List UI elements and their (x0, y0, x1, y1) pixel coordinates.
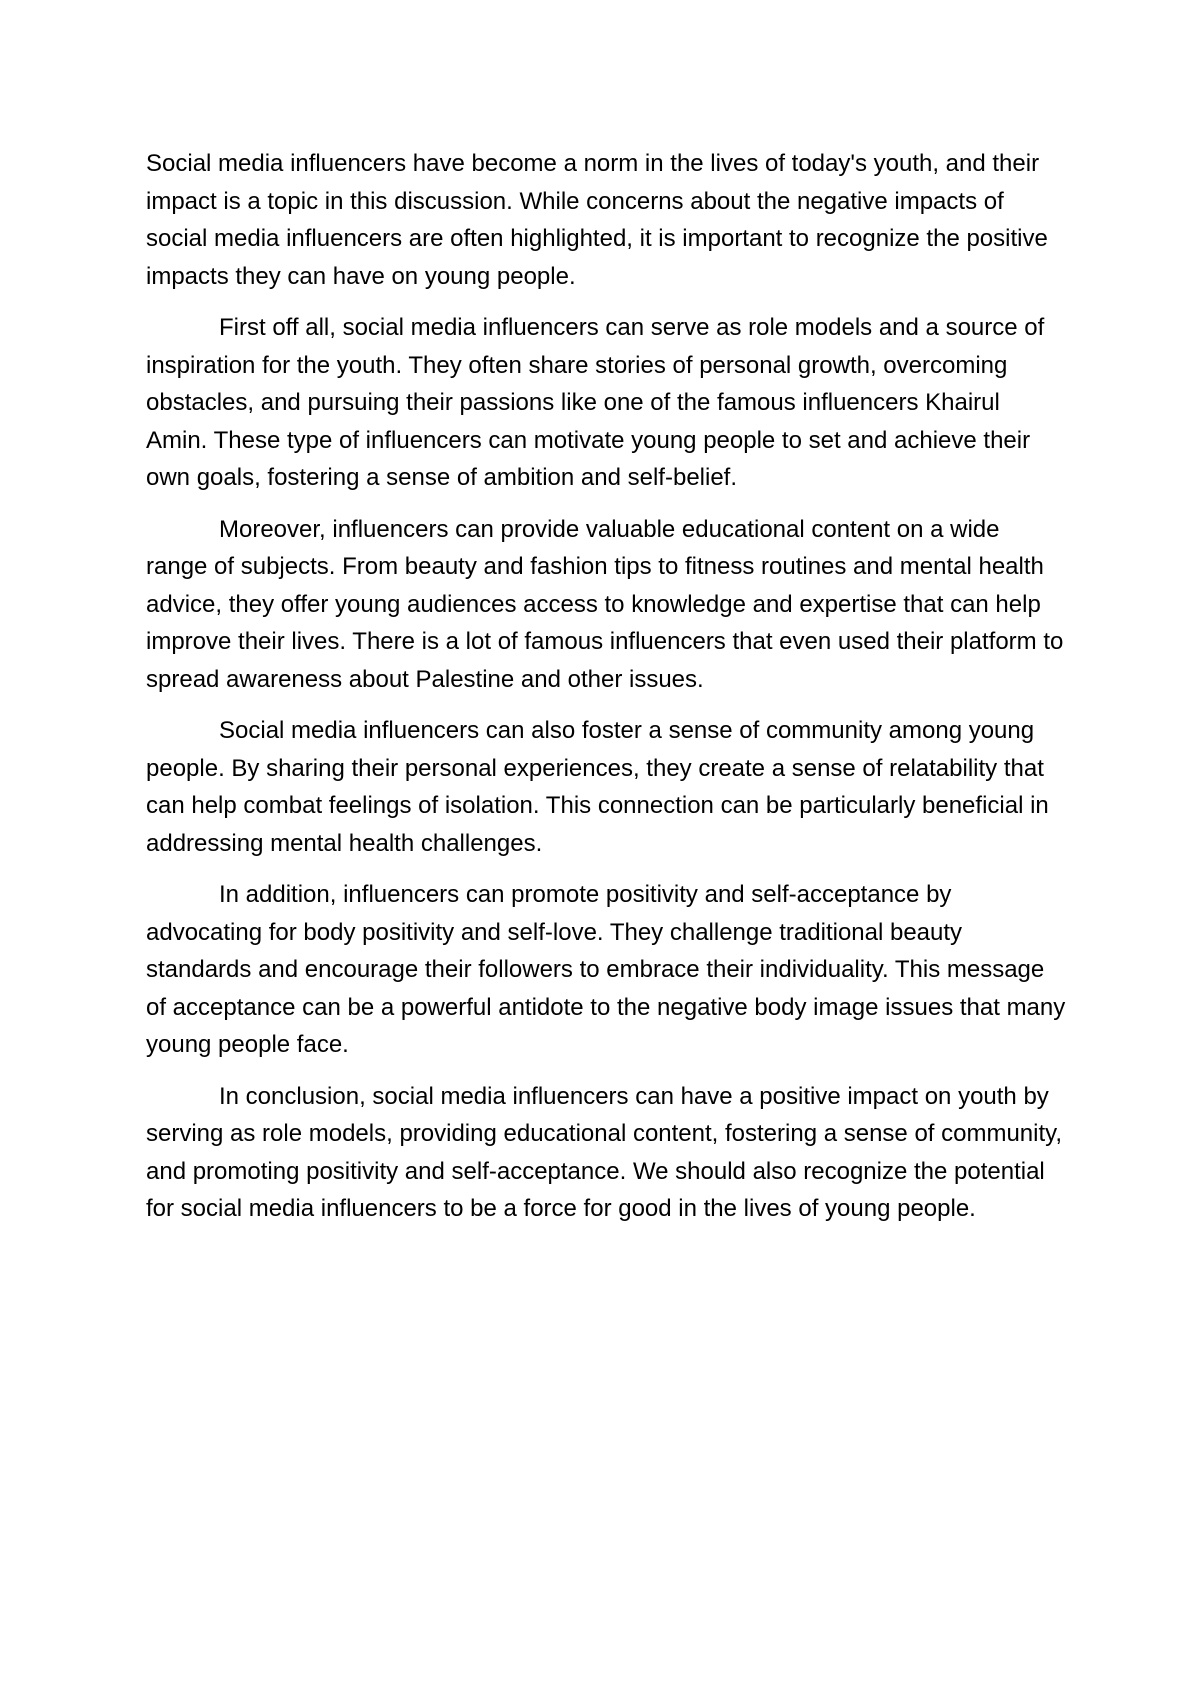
paragraph-community: Social media influencers can also foster a sense of community among young people. By sharing their personal experiences, they create a sense of relatability that can help combat feelings of isolation. This connection can be particularly beneficial in addressing mental health challenges. (146, 717, 1049, 857)
paragraph-conclusion: In conclusion, social media influencers can have a positive impact on youth by serving as role models, providing educational content, fostering a sense of community, and promoting positivity and self-acceptance. We should also recognize the potential for social media influencers to be a force for good in the lives of young people. (146, 1082, 1063, 1222)
paragraph-introduction: Social media influencers have become a norm in the lives of today's youth, and their impact is a topic in this discussion. While concerns about the negative impacts of social media influencers are often highlighted, it is important to recognize the positive impacts they can have on young people. (146, 150, 1048, 290)
essay-body (146, 145, 1066, 1242)
paragraph-educational-content: Moreover, influencers can provide valuable educational content on a wide range of subjects. From beauty and fashion tips to fitness routines and mental health advice, they offer young audiences access to knowledge and expertise that can help improve their lives. There is a lot of famous influencers that even used their platform to spread awareness about Palestine and other issues. (146, 515, 1064, 693)
paragraph-role-models: First off all, social media influencers can serve as role models and a source of inspiration for the youth. They often share stories of personal growth, overcoming obstacles, and pursuing their passions like one of the famous influencers Khairul Amin. These type of influencers can motivate young people to set and achieve their own goals, fostering a sense of ambition and self-belief. (146, 314, 1045, 491)
paragraph-self-acceptance: In addition, influencers can promote positivity and self-acceptance by advocating for body positivity and self-love. They challenge traditional beauty standards and encourage their followers to embrace their individuality. This message of acceptance can be a powerful antidote to the negative body image issues that many young people face. (146, 881, 1066, 1058)
